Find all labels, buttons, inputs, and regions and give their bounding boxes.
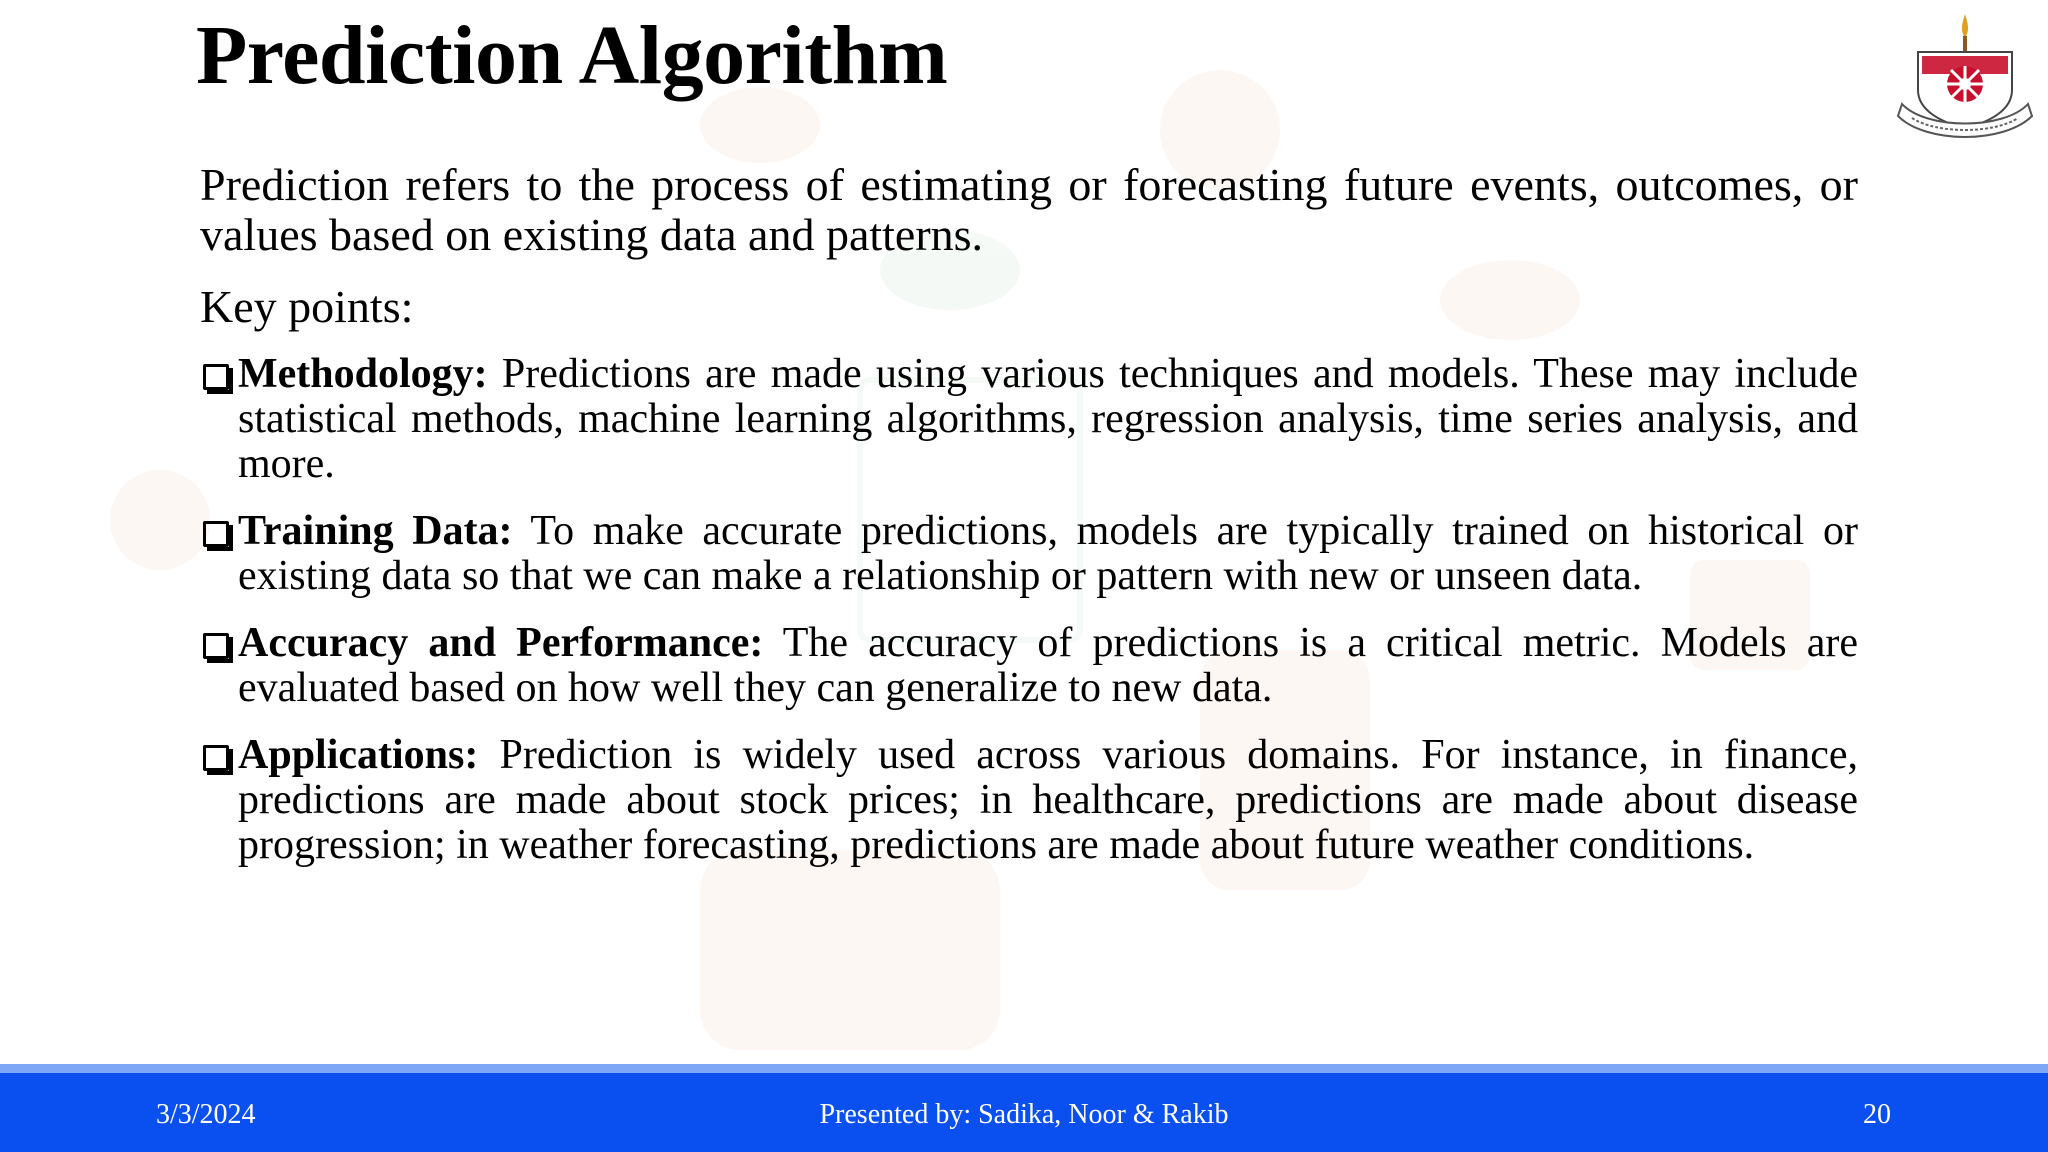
bullet-applications [200, 733, 1858, 868]
slide-body [200, 160, 1858, 890]
university-seal-icon [1896, 12, 2034, 142]
footer-presenter: Presented by: Sadika, Noor & Rakib [819, 1099, 1229, 1130]
bullet-text: The accuracy of predictions is a critical metric. Models are evaluated based on how well they can generalize to new data. [238, 620, 1858, 711]
bullet-text: To make accurate predictions, models are typically trained on historical or existing data so that we can make a relationship or pattern with new or unseen data. [238, 508, 1858, 599]
checkbox-bullet-icon [203, 364, 229, 390]
bullet-heading: Applications: [238, 732, 479, 778]
intro-paragraph: Prediction refers to the process of estimating or forecasting future events, outcomes, or values based on existing data and patterns. [200, 159, 1858, 260]
bullet-training-data [200, 509, 1858, 599]
bullet-heading: Accuracy and Performance: [238, 620, 764, 666]
slide-title: Prediction Algorithm [196, 9, 948, 102]
checkbox-bullet-icon [203, 745, 229, 771]
slide-number: 20 [1863, 1099, 1891, 1130]
bullet-methodology [200, 352, 1858, 487]
bullet-text: Prediction is widely used across various domains. For instance, in finance, predictions are made about stock prices; in healthcare, predictions are made about disease progression; in weather forecasting, predictions are made about future weather conditions. [238, 732, 1858, 868]
bullet-text: Predictions are made using various techniques and models. These may include statistical methods, machine learning algorithms, regression analysis, time series analysis, and more. [238, 351, 1858, 487]
bullet-list [200, 352, 1858, 868]
bullet-heading: Methodology: [238, 351, 488, 397]
bullet-heading: Training Data: [238, 508, 513, 554]
footer-date: 3/3/2024 [156, 1099, 256, 1130]
checkbox-bullet-icon [203, 521, 229, 547]
checkbox-bullet-icon [203, 633, 229, 659]
bullet-accuracy-performance [200, 621, 1858, 711]
key-points-label: Key points: [200, 281, 414, 332]
slide-footer [0, 1064, 2048, 1152]
